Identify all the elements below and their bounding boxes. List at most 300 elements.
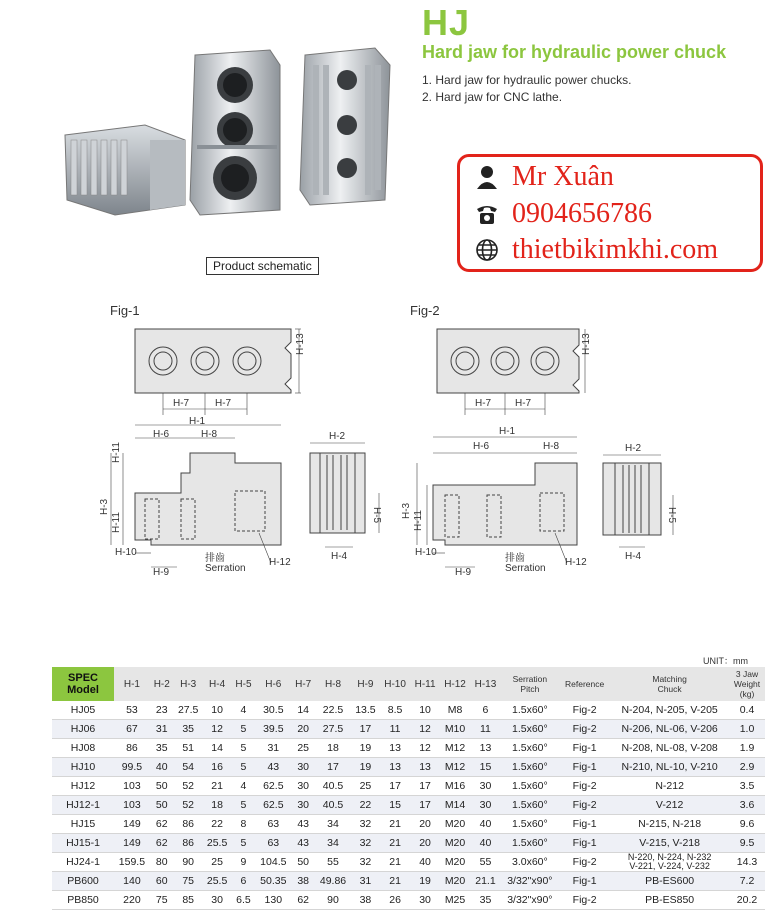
- header-h-12: H-12: [440, 667, 470, 701]
- fig1-drawing: [95, 315, 405, 585]
- table-row: [52, 777, 765, 796]
- cell-value: 30: [291, 796, 315, 815]
- cell-value: 17: [315, 758, 351, 777]
- cell-pitch: 1.5x60°: [501, 834, 559, 853]
- fig2-title: Fig-2: [410, 303, 440, 318]
- header-h-6: H-6: [255, 667, 291, 701]
- cell-value: 11: [380, 720, 410, 739]
- cell-weight: 9.5: [729, 834, 765, 853]
- cell-value: 13.5: [351, 701, 380, 720]
- fig1-label-serration: Serration: [205, 563, 246, 574]
- cell-value: 34: [315, 815, 351, 834]
- cell-reference: Fig-1: [559, 815, 610, 834]
- cell-chuck-line: N-215, N-218: [638, 818, 702, 830]
- cell-value: 27.5: [315, 720, 351, 739]
- fig2-label-h12: H-12: [565, 557, 587, 568]
- table-row: [52, 853, 765, 872]
- cell-value: 30: [410, 891, 440, 910]
- cell-value: 50: [150, 796, 174, 815]
- fig2-label-h10: H-10: [415, 547, 437, 558]
- fig2-label-h6: H-6: [473, 441, 490, 452]
- spec-table: [52, 667, 765, 910]
- cell-weight: 0.4: [729, 701, 765, 720]
- cell-value: 23: [150, 701, 174, 720]
- header-h-7: H-7: [291, 667, 315, 701]
- fig2-label-h13: H-13: [581, 333, 592, 355]
- header-h-5: H-5: [232, 667, 256, 701]
- fig1-label-h11b: H-11: [111, 512, 122, 533]
- cell-value: 20: [410, 834, 440, 853]
- fig2-side-view: [417, 437, 577, 567]
- cell-value: 80: [150, 853, 174, 872]
- cell-value: 19: [351, 758, 380, 777]
- cell-model: HJ24-1: [52, 853, 114, 872]
- header-weight-line: (kg): [739, 689, 755, 699]
- cell-chuck-line: PB-ES850: [645, 894, 695, 906]
- cell-value: 30: [470, 796, 500, 815]
- fig2-label-h7a: H-7: [475, 398, 492, 409]
- fig2-label-h7b: H-7: [515, 398, 532, 409]
- cell-value: 40.5: [315, 796, 351, 815]
- jaw-right-image: [300, 48, 390, 205]
- cell-value: M16: [440, 777, 470, 796]
- cell-value: 25: [291, 739, 315, 758]
- cell-value: 10: [410, 701, 440, 720]
- cell-value: 21: [380, 853, 410, 872]
- cell-value: 5: [232, 739, 256, 758]
- cell-pitch: 1.5x60°: [501, 758, 559, 777]
- fig1-label-h9: H-9: [153, 567, 170, 578]
- cell-matching-chuck: [610, 701, 729, 720]
- cell-chuck-line: V-221, V-224, V-232: [629, 861, 710, 871]
- fig1-label-h7b: H-7: [215, 398, 232, 409]
- cell-value: 6.5: [232, 891, 256, 910]
- cell-value: 62: [291, 891, 315, 910]
- cell-value: 140: [114, 872, 150, 891]
- cell-reference: Fig-2: [559, 891, 610, 910]
- table-header-row: [52, 667, 765, 701]
- cell-weight: 20.2: [729, 891, 765, 910]
- cell-value: 32: [351, 853, 380, 872]
- cell-value: M12: [440, 739, 470, 758]
- cell-value: 40: [150, 758, 174, 777]
- header-matching-line: Matching: [652, 674, 687, 684]
- cell-value: 21: [380, 872, 410, 891]
- cell-value: 34: [315, 834, 351, 853]
- cell-value: 26: [380, 891, 410, 910]
- fig2-label-h1: H-1: [499, 426, 516, 437]
- cell-value: 32: [351, 815, 380, 834]
- fig1-label-h1: H-1: [189, 416, 206, 427]
- cell-value: 50: [150, 777, 174, 796]
- fig2-label-serration: Serration: [505, 563, 546, 574]
- cell-value: 51: [174, 739, 203, 758]
- product-code: HJ: [422, 2, 471, 43]
- cell-chuck-line: N-204, N-205, V-205: [621, 704, 718, 716]
- table-row: [52, 739, 765, 758]
- cell-value: 63: [255, 834, 291, 853]
- cell-value: 67: [114, 720, 150, 739]
- feature-list: [422, 72, 631, 106]
- cell-value: M10: [440, 720, 470, 739]
- table-row: [52, 720, 765, 739]
- cell-value: 21.1: [470, 872, 500, 891]
- cell-value: 55: [315, 853, 351, 872]
- cell-value: 12: [410, 739, 440, 758]
- cell-value: 60: [150, 872, 174, 891]
- cell-matching-chuck: [610, 758, 729, 777]
- cell-value: 130: [255, 891, 291, 910]
- contact-name-row: [474, 161, 614, 193]
- cell-value: 22: [203, 815, 232, 834]
- cell-value: 40: [470, 815, 500, 834]
- cell-value: 9: [232, 853, 256, 872]
- cell-value: M25: [440, 891, 470, 910]
- cell-value: 35: [470, 891, 500, 910]
- cell-value: 86: [174, 834, 203, 853]
- header-weight-line: 3 Jaw: [735, 669, 759, 679]
- cell-value: 31: [351, 872, 380, 891]
- cell-value: 31: [150, 720, 174, 739]
- cell-weight: 2.9: [729, 758, 765, 777]
- header-h-8: H-8: [315, 667, 351, 701]
- header-weight: [729, 667, 765, 701]
- cell-value: 90: [174, 853, 203, 872]
- cell-matching-chuck: [610, 815, 729, 834]
- cell-reference: Fig-2: [559, 720, 610, 739]
- cell-value: 6: [232, 872, 256, 891]
- cell-pitch: 1.5x60°: [501, 701, 559, 720]
- jaw-left-image: [65, 125, 185, 215]
- cell-value: 19: [410, 872, 440, 891]
- cell-value: 35: [174, 720, 203, 739]
- cell-reference: Fig-2: [559, 796, 610, 815]
- cell-model: HJ06: [52, 720, 114, 739]
- cell-value: 32: [351, 834, 380, 853]
- cell-value: M20: [440, 853, 470, 872]
- table-row: [52, 701, 765, 720]
- cell-value: 75: [150, 891, 174, 910]
- cell-value: 62: [150, 834, 174, 853]
- cell-weight: 7.2: [729, 872, 765, 891]
- fig2-end-view: [603, 455, 673, 547]
- cell-chuck-line: PB-ES600: [645, 875, 695, 887]
- cell-chuck-line: N-210, NL-10, V-210: [621, 761, 718, 773]
- fig2-label-h11: H-11: [413, 510, 424, 531]
- cell-matching-chuck: [610, 891, 729, 910]
- cell-value: M20: [440, 834, 470, 853]
- cell-value: 11: [470, 720, 500, 739]
- cell-weight: 1.0: [729, 720, 765, 739]
- cell-model: PB600: [52, 872, 114, 891]
- cell-value: 30: [203, 891, 232, 910]
- cell-value: 50.35: [255, 872, 291, 891]
- cell-value: 40.5: [315, 777, 351, 796]
- cell-value: 53: [114, 701, 150, 720]
- cell-weight: 3.6: [729, 796, 765, 815]
- unit-label: UNIT：mm: [703, 656, 748, 666]
- header-matching-chuck: [610, 667, 729, 701]
- cell-value: 52: [174, 777, 203, 796]
- feature-item: 1. Hard jaw for hydraulic power chucks.: [422, 73, 632, 87]
- cell-value: 5: [232, 720, 256, 739]
- fig1-label-h11a: H-11: [111, 442, 122, 463]
- feature-item: 2. Hard jaw for CNC lathe.: [422, 90, 563, 104]
- cell-chuck-line: V-212: [655, 799, 684, 811]
- header-spec-model: [52, 667, 114, 701]
- cell-matching-chuck: [610, 796, 729, 815]
- cell-value: 13: [380, 758, 410, 777]
- header-h-10: H-10: [380, 667, 410, 701]
- header-serration-pitch: [501, 667, 559, 701]
- cell-value: M20: [440, 815, 470, 834]
- cell-value: 25: [203, 853, 232, 872]
- cell-matching-chuck: [610, 872, 729, 891]
- table-row: [52, 891, 765, 910]
- fig1-title: Fig-1: [110, 303, 140, 318]
- contact-box: [457, 154, 763, 272]
- fig2-label-h8: H-8: [543, 441, 560, 452]
- cell-matching-chuck: [610, 834, 729, 853]
- jaw-middle-image: [190, 50, 280, 215]
- cell-value: 52: [174, 796, 203, 815]
- cell-pitch: 1.5x60°: [501, 796, 559, 815]
- cell-model: HJ08: [52, 739, 114, 758]
- header-h-9: H-9: [351, 667, 380, 701]
- cell-value: 17: [380, 777, 410, 796]
- cell-reference: Fig-2: [559, 777, 610, 796]
- cell-value: 21: [380, 834, 410, 853]
- cell-value: 104.5: [255, 853, 291, 872]
- cell-value: 43: [255, 758, 291, 777]
- product-photo: [55, 40, 405, 255]
- cell-matching-chuck: [610, 853, 729, 872]
- cell-value: 20: [291, 720, 315, 739]
- cell-matching-chuck: [610, 720, 729, 739]
- cell-reference: Fig-1: [559, 739, 610, 758]
- contact-website: thietbikimkhi.com: [512, 234, 719, 265]
- cell-model: PB850: [52, 891, 114, 910]
- cell-model: HJ10: [52, 758, 114, 777]
- cell-value: 38: [291, 872, 315, 891]
- fig1-label-h8: H-8: [201, 429, 218, 440]
- cell-weight: 1.9: [729, 739, 765, 758]
- cell-model: HJ12: [52, 777, 114, 796]
- fig2-drawing: [395, 315, 705, 585]
- header-h-3: H-3: [174, 667, 203, 701]
- cell-value: 40: [410, 853, 440, 872]
- cell-value: 75: [174, 872, 203, 891]
- cell-model: HJ15-1: [52, 834, 114, 853]
- cell-value: 18: [315, 739, 351, 758]
- cell-value: 62.5: [255, 777, 291, 796]
- cell-value: 5: [232, 834, 256, 853]
- telephone-icon: [474, 201, 500, 227]
- header-h-11: H-11: [410, 667, 440, 701]
- cell-value: 63: [255, 815, 291, 834]
- cell-value: 103: [114, 796, 150, 815]
- fig1-label-h13: H-13: [295, 333, 306, 355]
- cell-chuck-line: N-212: [655, 780, 684, 792]
- cell-pitch: 1.5x60°: [501, 720, 559, 739]
- cell-value: 25.5: [203, 834, 232, 853]
- cell-value: 40: [470, 834, 500, 853]
- cell-value: 21: [203, 777, 232, 796]
- fig1-end-view: [310, 443, 379, 547]
- fig1-label-h4: H-4: [331, 551, 348, 562]
- cell-pitch: 3/32"x90°: [501, 872, 559, 891]
- contact-web-row: [474, 234, 718, 266]
- cell-value: 17: [351, 720, 380, 739]
- cell-pitch: 1.5x60°: [501, 739, 559, 758]
- cell-value: 43: [291, 834, 315, 853]
- cell-value: 16: [203, 758, 232, 777]
- header-serration-line: Serration: [512, 674, 548, 684]
- cell-value: 17: [410, 796, 440, 815]
- cell-value: M8: [440, 701, 470, 720]
- cell-value: 4: [232, 701, 256, 720]
- product-caption: Product schematic: [206, 257, 319, 275]
- cell-value: 31: [255, 739, 291, 758]
- cell-value: 18: [203, 796, 232, 815]
- cell-value: 14: [291, 701, 315, 720]
- cell-matching-chuck: [610, 777, 729, 796]
- cell-value: 27.5: [174, 701, 203, 720]
- cell-reference: Fig-2: [559, 701, 610, 720]
- cell-value: 8: [232, 815, 256, 834]
- cell-reference: Fig-1: [559, 834, 610, 853]
- cell-value: 14: [203, 739, 232, 758]
- person-icon: [474, 164, 500, 190]
- header-weight-line: Weight: [733, 679, 761, 689]
- cell-model: HJ15: [52, 815, 114, 834]
- cell-value: 86: [114, 739, 150, 758]
- cell-value: 19: [351, 739, 380, 758]
- cell-value: 49.86: [315, 872, 351, 891]
- cell-value: 15: [470, 758, 500, 777]
- cell-value: 17: [410, 777, 440, 796]
- cell-value: 159.5: [114, 853, 150, 872]
- fig1-label-serration-cn: 排齒: [205, 553, 225, 564]
- cell-value: 38: [351, 891, 380, 910]
- cell-value: 12: [203, 720, 232, 739]
- header-h-4: H-4: [203, 667, 232, 701]
- header-spec: SPEC: [68, 672, 98, 684]
- fig2-label-h4: H-4: [625, 551, 642, 562]
- cell-value: 30: [291, 777, 315, 796]
- cell-value: 10: [203, 701, 232, 720]
- contact-phone: 0904656786: [512, 198, 652, 229]
- cell-pitch: 3/32"x90°: [501, 891, 559, 910]
- cell-value: 149: [114, 815, 150, 834]
- header-model: Model: [67, 684, 99, 696]
- cell-value: 25.5: [203, 872, 232, 891]
- header-h-1: H-1: [114, 667, 150, 701]
- cell-matching-chuck: [610, 739, 729, 758]
- fig1-label-h3: H-3: [99, 498, 110, 515]
- cell-value: 13: [470, 739, 500, 758]
- fig1-label-h5: H-5: [371, 507, 382, 524]
- cell-value: 13: [380, 739, 410, 758]
- cell-value: 86: [174, 815, 203, 834]
- cell-weight: 3.5: [729, 777, 765, 796]
- cell-reference: Fig-1: [559, 872, 610, 891]
- cell-value: 99.5: [114, 758, 150, 777]
- table-row: [52, 758, 765, 777]
- cell-value: 25: [351, 777, 380, 796]
- cell-pitch: 1.5x60°: [501, 777, 559, 796]
- cell-value: 50: [291, 853, 315, 872]
- product-subtitle: Hard jaw for hydraulic power chuck: [422, 42, 727, 62]
- cell-model: HJ05: [52, 701, 114, 720]
- cell-value: 54: [174, 758, 203, 777]
- cell-reference: Fig-2: [559, 853, 610, 872]
- table-row: [52, 872, 765, 891]
- cell-chuck-line: N-220, N-224, N-232: [627, 852, 712, 862]
- cell-value: 4: [232, 777, 256, 796]
- table-row: [52, 815, 765, 834]
- cell-value: 22.5: [315, 701, 351, 720]
- cell-value: 55: [470, 853, 500, 872]
- cell-value: 22: [351, 796, 380, 815]
- cell-chuck-line: V-215, V-218: [639, 837, 700, 849]
- cell-chuck-line: N-206, NL-06, V-206: [621, 723, 718, 735]
- contact-name: Mr Xuân: [512, 161, 614, 192]
- fig1-label-h7a: H-7: [173, 398, 190, 409]
- cell-value: 149: [114, 834, 150, 853]
- cell-pitch: 3.0x60°: [501, 853, 559, 872]
- cell-model: HJ12-1: [52, 796, 114, 815]
- fig1-label-h12: H-12: [269, 557, 291, 568]
- cell-value: 85: [174, 891, 203, 910]
- cell-value: 12: [410, 720, 440, 739]
- cell-value: 35: [150, 739, 174, 758]
- header-h-2: H-2: [150, 667, 174, 701]
- cell-value: 5: [232, 796, 256, 815]
- cell-weight: 9.6: [729, 815, 765, 834]
- cell-value: M20: [440, 872, 470, 891]
- cell-reference: Fig-1: [559, 758, 610, 777]
- header-serration-line: Pitch: [520, 684, 540, 694]
- fig1-label-h10: H-10: [115, 547, 137, 558]
- cell-value: M14: [440, 796, 470, 815]
- table-row: [52, 796, 765, 815]
- contact-phone-row: [474, 198, 652, 230]
- fig1-side-view: [111, 425, 281, 567]
- cell-value: 20: [410, 815, 440, 834]
- cell-value: 62.5: [255, 796, 291, 815]
- cell-weight: 14.3: [729, 853, 765, 872]
- fig1-label-h6: H-6: [153, 429, 170, 440]
- cell-value: 39.5: [255, 720, 291, 739]
- cell-value: 90: [315, 891, 351, 910]
- cell-value: 13: [410, 758, 440, 777]
- fig2-label-h2: H-2: [625, 443, 642, 454]
- fig2-top-view: [437, 329, 585, 415]
- cell-value: 8.5: [380, 701, 410, 720]
- globe-icon: [474, 237, 500, 263]
- header-h-13: H-13: [470, 667, 500, 701]
- cell-value: 220: [114, 891, 150, 910]
- cell-chuck-line: N-208, NL-08, V-208: [621, 742, 718, 754]
- cell-value: 62: [150, 815, 174, 834]
- fig2-label-h3: H-3: [401, 502, 412, 519]
- cell-value: 30.5: [255, 701, 291, 720]
- header-matching-line: Chuck: [657, 684, 682, 694]
- cell-value: 5: [232, 758, 256, 777]
- fig1-label-h2: H-2: [329, 431, 346, 442]
- header-reference: Reference: [559, 667, 610, 701]
